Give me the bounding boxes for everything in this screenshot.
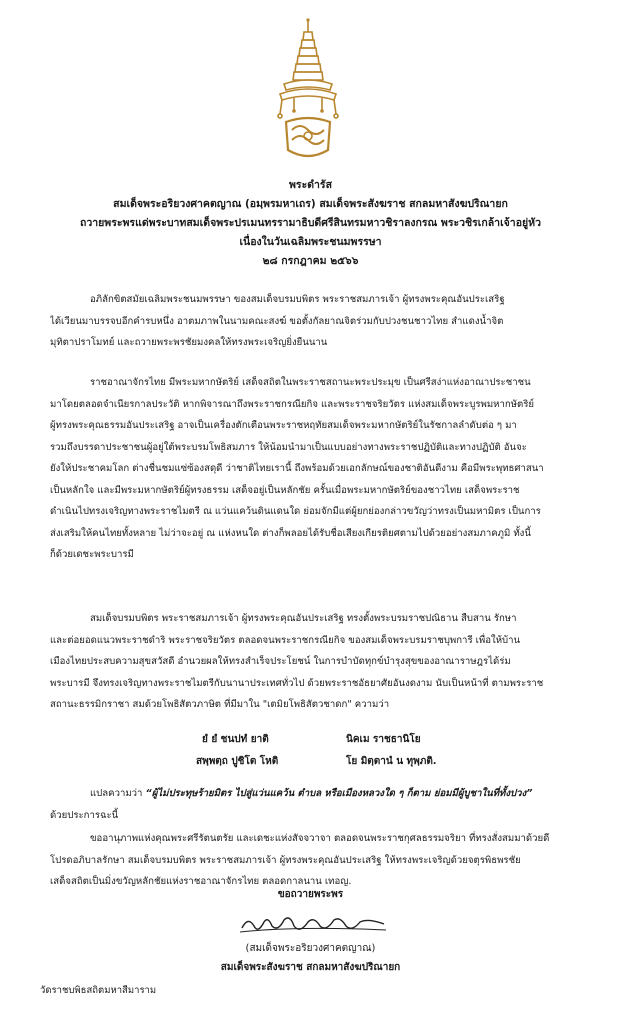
paragraph-line: โปรดอภิบาลรักษา สมเด็จบรมบพิตร พระราชสมภารเจ้า ผู้ทรงพระคุณอันประเสริฐ ให้ทรงพระเจริญด้วยจตุรพิธพรชัย bbox=[50, 854, 521, 866]
supreme-patriarch-emblem-icon bbox=[270, 18, 346, 164]
paragraph-line: ส่งเสริมให้คนไทยทั้งหลาย ไม่ว่าจะอยู่ ณ แห่งหนใด ต่างก็พลอยได้รับชื่อเสียงเกียรติยศตามไปด้วยอย่างสมภาคภูมิ ทั้งนี้ bbox=[50, 527, 531, 539]
translation-line bbox=[90, 783, 560, 805]
paragraph-line: อภิลักขิตสมัยเฉลิมพระชนมพรรษา ของสมเด็จบรมบพิตร พระราชสมภารเจ้า ผู้ทรงพระคุณอันประเสริฐ bbox=[90, 294, 505, 305]
paragraph-line: เมืองไทยประสบความสุขสวัสดี อำนวยผลให้ทรงสำเร็จประโยชน์ ในการบำบัดทุกข์บำรุงสุขของอาณาราษฎรได้ร่ม bbox=[50, 656, 511, 667]
paragraph-line: และต่อยอดแนวพระราชดำริ พระราชจริยวัตร ตลอดจนพระราชกรณียกิจ ของสมเด็จพระบรมราชบุพการี เพื่อให้บ้าน bbox=[50, 634, 521, 646]
paragraph-2 bbox=[50, 372, 560, 566]
paragraph-line: ก็ด้วยเดชะพระบารมี bbox=[50, 549, 134, 560]
signatory-position: สมเด็จพระสังฆราช สกลมหาสังฆปริณายก bbox=[220, 962, 401, 973]
document-date: ๒๘ กรกฎาคม ๒๕๖๖ bbox=[262, 255, 359, 267]
temple-footer: วัดราชบพิธสถิตมหาสีมาราม bbox=[40, 985, 157, 996]
verse-line-2b: โย มิตฺตานํ น ทุพฺภติ. bbox=[346, 756, 437, 767]
paragraph-4 bbox=[50, 783, 560, 826]
verse-line-1b: นิคเม ราชธานิโย bbox=[346, 734, 421, 745]
closing-blessing: ขอถวายพระพร bbox=[277, 889, 344, 900]
paragraph-line: ยังให้ประชาคมโลก ต่างชื่นชมแซ่ซ้องสดุดี ว่าชาติไทยเรานี้ ถึงพร้อมด้วยเอกลักษณ์ของชาติอันดีงาม คือมีพระพุทธศาสนา bbox=[50, 463, 544, 474]
paragraph-line: สมเด็จบรมบพิตร พระราชสมภารเจ้า ผู้ทรงพระคุณอันประเสริฐ ทรงตั้งพระบรมราชปณิธาน สืบสาน รักษา bbox=[90, 613, 517, 624]
occasion-line: เนื่องในวันเฉลิมพระชนมพรรษา bbox=[239, 236, 382, 248]
translation-quote: “ผู้ไม่ประทุษร้ายมิตร ไปสู่แว่นแคว้น ตำบล หรือเมืองหลวงใด ๆ ก็ตาม ย่อมมีผู้บูชาในที่ทั้งปวง” bbox=[145, 788, 533, 799]
paragraph-line: รวมถึงบรรดาประชาชนผู้อยู่ใต้พระบรมโพธิสมภาร ให้น้อมนำมาเป็นแบบอย่างทางพระราชปฏิบัติและทางปฏิบัติ อันจะ bbox=[50, 441, 527, 453]
paragraph-line: มุทิตาปราโมทย์ และถวายพระพรชัยมงคลให้ทรงพระเจริญยิ่งยืนนาน bbox=[50, 337, 328, 348]
paragraph-line: พระบารมี จึงทรงเจริญทางพระราชไมตรีกับนานาประเทศทั่วไป ด้วยพระราชอัธยาศัยอันงดงาม นับเป็นหน้าที่ ตามพระราช bbox=[50, 677, 544, 689]
author-line: สมเด็จพระอริยวงศาคตญาณ (อมฺพรมหาเถร) สมเด็จพระสังฆราช สกลมหาสังฆปริณายก bbox=[113, 198, 508, 210]
signature-icon bbox=[238, 912, 388, 938]
paragraph-line: ราชอาณาจักรไทย มีพระมหากษัตริย์ เสด็จสถิตในพระราชสถานะพระประมุข เป็นศรีสง่าแห่งอาณาประชาชน bbox=[90, 377, 531, 388]
paragraph-line: เป็นหลักใจ และมีพระมหากษัตริย์ผู้ทรงธรรม เสด็จอยู่เป็นหลักชัย ครั้นเมื่อพระมหากษัตริย์ของชาวไทย เสด็จพระราช bbox=[50, 484, 520, 496]
recipient-line: ถวายพระพรแด่พระบาทสมเด็จพระปรเมนทรรามาธิบดีศรีสินทรมหาวชิราลงกรณ พระวชิรเกล้าเจ้าอยู่หัว bbox=[80, 217, 541, 229]
paragraph-line: มาโดยตลอดจำเนียรกาลประวัติ หากพิจารณาถึงพระราชกรณียกิจ และพระราชจริยวัตร แห่งสมเด็จพระบูรพมหากษัตริย์ bbox=[50, 398, 534, 410]
paragraph-line: ด้วยประการฉะนี้ bbox=[50, 809, 119, 821]
verse-line-2a: สพฺพตฺถ ปูชิโต โหติ bbox=[196, 756, 279, 767]
paragraph-3 bbox=[50, 608, 560, 716]
verse-line-1a: ยํ ยํ ชนปทํ ยาติ bbox=[202, 734, 269, 745]
document-title: พระดำรัส bbox=[289, 179, 332, 191]
paragraph-line: เสด็จสถิตเป็นมิ่งขวัญหลักชัยแห่งราชอาณาจักรไทย ตลอดกาลนาน เทอญ. bbox=[50, 876, 352, 887]
paragraph-line: สถานะธรรมิกราชา สมด้วยโพธิสัตวภาษิต ที่มีมาใน "เตมิยโพธิสัตวชาดก" ความว่า bbox=[50, 699, 390, 710]
paragraph-5 bbox=[50, 828, 560, 893]
translation-prefix: แปลความว่า bbox=[90, 788, 143, 799]
paragraph-1 bbox=[50, 289, 560, 354]
signatory-name: (สมเด็จพระอริยวงศาคตญาณ) bbox=[245, 943, 376, 954]
paragraph-line: ขออานุภาพแห่งคุณพระศรีรัตนตรัย และเดชะแห่งสัจจวาจา ตลอดจนพระราชกุศลธรรมจริยา ที่ทรงสั่งสมมาด้วยดี bbox=[90, 833, 550, 844]
paragraph-line: ผู้ทรงพระคุณธรรมอันประเสริฐ อาจเป็นเครื่องตักเตือนพระราชหฤทัยสมเด็จพระมหากษัตริย์ในรัชกาลลำดับต่อ ๆ มา bbox=[50, 420, 517, 431]
paragraph-line: ได้เวียนมาบรรจบอีกคำรบหนึ่ง อาตมภาพในนามคณะสงฆ์ ขอตั้งกัลยาณจิตร่วมกับปวงชนชาวไทย สำแดงน้ำจิต bbox=[50, 315, 504, 327]
paragraph-line: ดำเนินไปทรงเจริญทางพระราชไมตรี ณ แว่นแคว้นดินแดนใด ย่อมจักมีแต่ผู้ยกย่องกล่าวขวัญว่าทรงเป็นมหามิตร เป็นการ bbox=[50, 506, 541, 517]
